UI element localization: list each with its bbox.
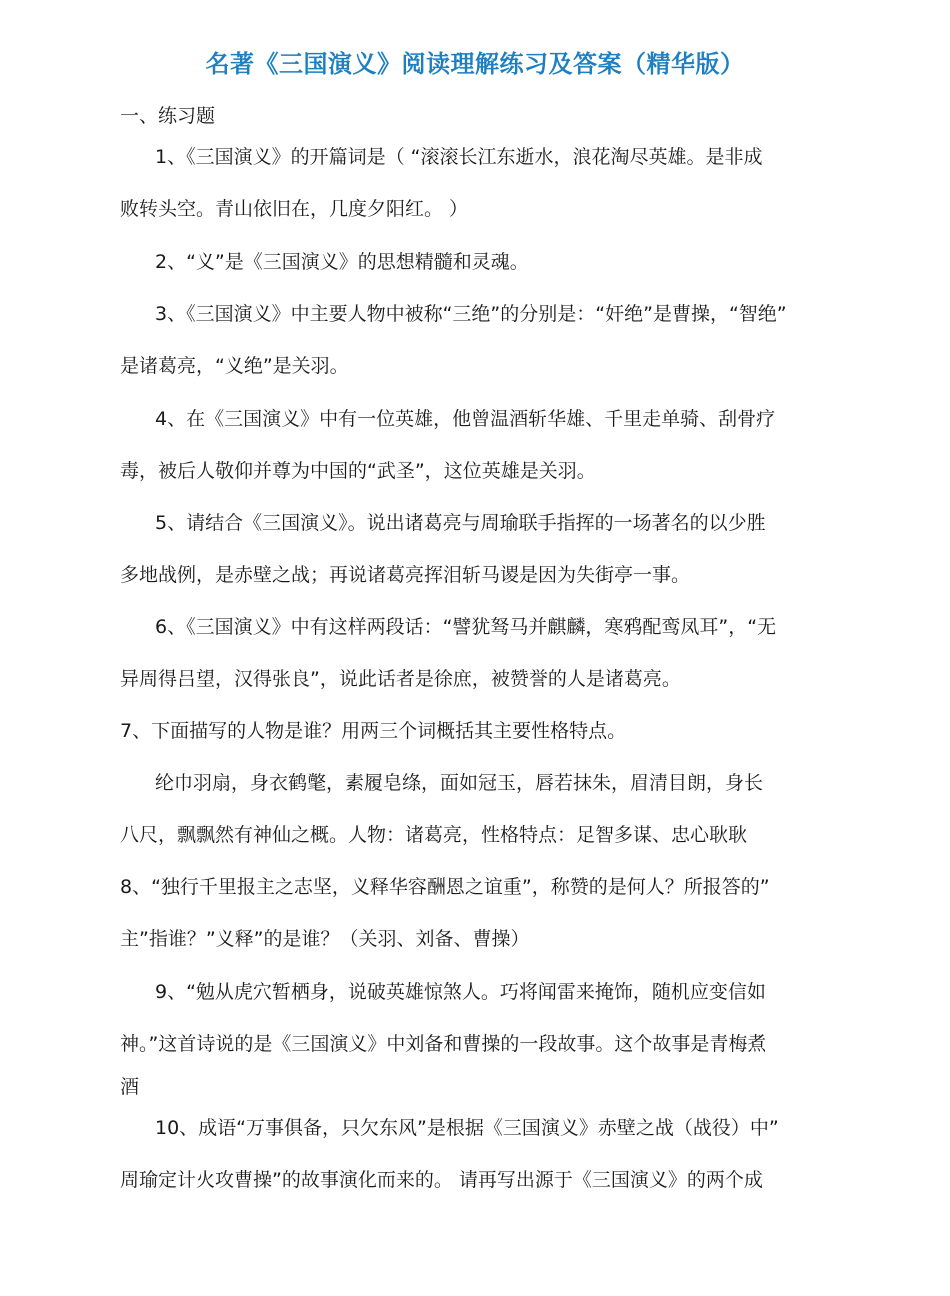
paragraph-line: 5、请结合《三国演义》。说出诸葛亮与周瑜联手指挥的一场著名的以少胜 (155, 512, 766, 534)
section-heading: 一、练习题 (120, 105, 216, 127)
paragraph-line: 是诸葛亮，“义绝”是关羽。 (120, 355, 349, 377)
paragraph-line: 6、《三国演义》中有这样两段话：“譬犹驽马并麒麟，寒鸦配鸾凤耳”，“无 (155, 616, 777, 638)
paragraph-line: 毒，被后人敬仰并尊为中国的“武圣”，这位英雄是关羽。 (120, 460, 596, 482)
paragraph-line: 8、“独行千里报主之志坚，义释华容酬恩之谊重”，称赞的是何人？所报答的” (120, 876, 770, 898)
paragraph-line: 3、《三国演义》中主要人物中被称“三绝”的分别是：“奸绝”是曹操，“智绝” (155, 303, 787, 325)
document-title: 名著《三国演义》阅读理解练习及答案（精华版） (205, 50, 745, 78)
paragraph-line: 1、《三国演义》的开篇词是（ “滚滚长江东逝水，浪花淘尽英雄。是非成 (155, 146, 763, 168)
paragraph-line: 多地战例，是赤壁之战；再说诸葛亮挥泪斩马谡是因为失街亭一事。 (120, 564, 691, 586)
paragraph-line: 周瑜定计火攻曹操”的故事演化而来的。 请再写出源于《三国演义》的两个成 (120, 1169, 763, 1191)
paragraph-line: 主”指谁？”义释”的是谁？（关羽、刘备、曹操） (120, 928, 530, 950)
paragraph-line: 2、“义”是《三国演义》的思想精髓和灵魂。 (155, 251, 529, 273)
paragraph-line: 八尺，飘飘然有神仙之概。人物：诸葛亮，性格特点：足智多谋、忠心耿耿 (120, 824, 748, 846)
paragraph-line: 纶巾羽扇，身衣鹤氅，素履皂绦，面如冠玉，唇若抹朱，眉清目朗，身长 (155, 772, 764, 794)
paragraph-line: 神。”这首诗说的是《三国演义》中刘备和曹操的一段故事。这个故事是青梅煮 (120, 1033, 767, 1055)
paragraph-line: 败转头空。青山依旧在，几度夕阳红。 ） (120, 198, 469, 220)
paragraph-line: 9、“勉从虎穴暂栖身，说破英雄惊煞人。巧将闻雷来掩饰，随机应变信如 (155, 981, 766, 1003)
paragraph-line: 酒 (120, 1076, 140, 1098)
paragraph-line: 10、成语“万事俱备，只欠东风”是根据《三国演义》赤壁之战（战役）中” (155, 1117, 779, 1139)
paragraph-line: 异周得吕望，汉得张良”，说此话者是徐庶，被赞誉的人是诸葛亮。 (120, 668, 681, 690)
paragraph-line: 7、下面描写的人物是谁？用两三个词概括其主要性格特点。 (120, 720, 627, 742)
paragraph-line: 4、在《三国演义》中有一位英雄，他曾温酒斩华雄、千里走单骑、刮骨疗 (155, 408, 776, 430)
